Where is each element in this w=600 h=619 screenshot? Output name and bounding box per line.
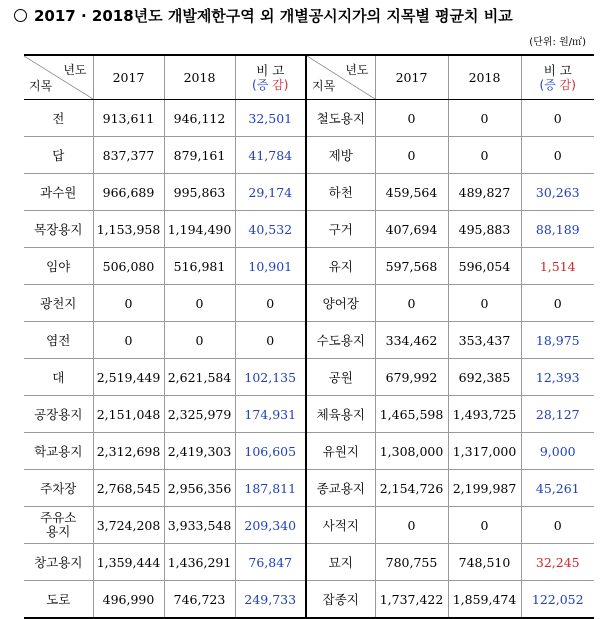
change-cell: 174,931: [235, 396, 306, 433]
value-2017-cell: 496,990: [93, 581, 164, 619]
header-diagonal-left: [24, 55, 93, 100]
change-cell: 41,784: [235, 137, 306, 174]
change-cell: 28,127: [521, 396, 594, 433]
header-year-label: 년도: [63, 63, 87, 77]
header-remark-left: [235, 55, 306, 100]
value-2018-cell: 3,933,548: [164, 507, 235, 544]
table-row: [24, 248, 594, 285]
category-cell: 체육용지: [306, 396, 375, 433]
value-2018-cell: 1,436,291: [164, 544, 235, 581]
change-cell: 12,393: [521, 359, 594, 396]
value-2017-cell: 2,154,726: [375, 470, 448, 507]
category-cell: 과수원: [24, 174, 93, 211]
category-cell: 창고용지: [24, 544, 93, 581]
value-2018-cell: 0: [448, 507, 521, 544]
category-cell: 철도용지: [306, 100, 375, 137]
category-cell: 도로: [24, 581, 93, 619]
change-cell: 1,514: [521, 248, 594, 285]
table-row: [24, 285, 594, 322]
circle-bullet-icon: [14, 9, 27, 22]
value-2018-cell: 0: [448, 285, 521, 322]
value-2017-cell: 0: [375, 507, 448, 544]
category-cell: 학교용지: [24, 433, 93, 470]
page-title: [14, 4, 513, 28]
header-category-label: 지목: [29, 79, 53, 93]
change-cell: 29,174: [235, 174, 306, 211]
value-2018-cell: 692,385: [448, 359, 521, 396]
change-note: (증 감): [539, 77, 576, 92]
value-2018-cell: 946,112: [164, 100, 235, 137]
table-row: [24, 581, 594, 619]
value-2017-cell: 2,519,449: [93, 359, 164, 396]
value-2017-cell: 1,465,598: [375, 396, 448, 433]
value-2018-cell: 0: [164, 285, 235, 322]
category-cell: 주차장: [24, 470, 93, 507]
change-cell: 122,052: [521, 581, 594, 619]
value-2017-cell: 334,462: [375, 322, 448, 359]
change-cell: 45,261: [521, 470, 594, 507]
value-2017-cell: 2,151,048: [93, 396, 164, 433]
change-cell: 0: [521, 100, 594, 137]
value-2018-cell: 353,437: [448, 322, 521, 359]
table-row: [24, 507, 594, 544]
value-2017-cell: 780,755: [375, 544, 448, 581]
value-2017-cell: 966,689: [93, 174, 164, 211]
header-diagonal-right: [306, 55, 375, 100]
value-2018-cell: 879,161: [164, 137, 235, 174]
header-category-label: 지목: [312, 79, 336, 93]
value-2017-cell: 2,312,698: [93, 433, 164, 470]
value-2018-cell: 1,317,000: [448, 433, 521, 470]
value-2017-cell: 0: [93, 322, 164, 359]
value-2018-cell: 2,199,987: [448, 470, 521, 507]
remark-title: 비 고: [256, 62, 285, 78]
change-cell: 10,901: [235, 248, 306, 285]
table-row: [24, 544, 594, 581]
table-row: [24, 211, 594, 248]
value-2018-cell: 0: [448, 137, 521, 174]
value-2018-cell: 748,510: [448, 544, 521, 581]
value-2017-cell: 0: [375, 100, 448, 137]
header-row: [24, 55, 594, 100]
category-cell: 수도용지: [306, 322, 375, 359]
remark-title: 비 고: [543, 62, 572, 78]
table-row: [24, 174, 594, 211]
table-row: [24, 359, 594, 396]
value-2017-cell: 459,564: [375, 174, 448, 211]
change-cell: 249,733: [235, 581, 306, 619]
change-cell: 0: [521, 285, 594, 322]
change-cell: 0: [235, 322, 306, 359]
change-cell: 187,811: [235, 470, 306, 507]
title-text: 2017 · 2018년도 개발제한구역 외 개별공시지가의 지목별 평균치 비교: [34, 7, 513, 25]
header-year-label: 년도: [345, 63, 369, 77]
table-row: [24, 322, 594, 359]
value-2017-cell: 2,768,545: [93, 470, 164, 507]
value-2018-cell: 1,859,474: [448, 581, 521, 619]
category-cell: 목장용지: [24, 211, 93, 248]
category-cell: 종교용지: [306, 470, 375, 507]
change-note: (증 감): [252, 77, 289, 92]
category-cell: 하천: [306, 174, 375, 211]
change-cell: 0: [235, 285, 306, 322]
value-2017-cell: 1,153,958: [93, 211, 164, 248]
category-cell: 묘지: [306, 544, 375, 581]
land-price-table: [24, 54, 594, 619]
category-cell: 양어장: [306, 285, 375, 322]
value-2017-cell: 597,568: [375, 248, 448, 285]
value-2018-cell: 1,194,490: [164, 211, 235, 248]
value-2017-cell: 913,611: [93, 100, 164, 137]
change-cell: 76,847: [235, 544, 306, 581]
category-cell: 전: [24, 100, 93, 137]
value-2018-cell: 2,621,584: [164, 359, 235, 396]
table-body: [24, 100, 594, 619]
value-2018-cell: 2,956,356: [164, 470, 235, 507]
change-cell: 32,245: [521, 544, 594, 581]
change-cell: 106,605: [235, 433, 306, 470]
category-cell: 잡종지: [306, 581, 375, 619]
value-2018-cell: 2,325,979: [164, 396, 235, 433]
change-cell: 32,501: [235, 100, 306, 137]
table-row: [24, 396, 594, 433]
value-2017-cell: 506,080: [93, 248, 164, 285]
value-2017-cell: 0: [375, 137, 448, 174]
header-2018-right: 2018: [448, 55, 521, 100]
change-cell: 30,263: [521, 174, 594, 211]
value-2018-cell: 495,883: [448, 211, 521, 248]
value-2017-cell: 3,724,208: [93, 507, 164, 544]
header-remark-right: [521, 55, 594, 100]
change-cell: 209,340: [235, 507, 306, 544]
value-2017-cell: 0: [93, 285, 164, 322]
table-row: [24, 100, 594, 137]
value-2017-cell: 1,737,422: [375, 581, 448, 619]
value-2017-cell: 1,359,444: [93, 544, 164, 581]
value-2018-cell: 0: [448, 100, 521, 137]
category-cell: 주유소 용지: [24, 507, 93, 544]
category-cell: 대: [24, 359, 93, 396]
category-cell: 유지: [306, 248, 375, 285]
value-2018-cell: 995,863: [164, 174, 235, 211]
change-cell: 40,532: [235, 211, 306, 248]
category-cell: 사적지: [306, 507, 375, 544]
header-2017-right: 2017: [375, 55, 448, 100]
category-cell: 공원: [306, 359, 375, 396]
change-cell: 18,975: [521, 322, 594, 359]
table-row: [24, 433, 594, 470]
value-2017-cell: 1,308,000: [375, 433, 448, 470]
value-2017-cell: 407,694: [375, 211, 448, 248]
table-row: [24, 137, 594, 174]
value-2017-cell: 0: [375, 285, 448, 322]
change-cell: 0: [521, 507, 594, 544]
value-2017-cell: 679,992: [375, 359, 448, 396]
value-2018-cell: 0: [164, 322, 235, 359]
value-2018-cell: 2,419,303: [164, 433, 235, 470]
value-2018-cell: 489,827: [448, 174, 521, 211]
value-2018-cell: 516,981: [164, 248, 235, 285]
category-cell: 답: [24, 137, 93, 174]
category-cell: 유원지: [306, 433, 375, 470]
table-row: [24, 470, 594, 507]
category-cell: 공장용지: [24, 396, 93, 433]
change-cell: 88,189: [521, 211, 594, 248]
category-cell: 임야: [24, 248, 93, 285]
header-2017-left: 2017: [93, 55, 164, 100]
category-cell: 염전: [24, 322, 93, 359]
category-cell: 광천지: [24, 285, 93, 322]
value-2018-cell: 596,054: [448, 248, 521, 285]
header-2018-left: 2018: [164, 55, 235, 100]
value-2017-cell: 837,377: [93, 137, 164, 174]
value-2018-cell: 1,493,725: [448, 396, 521, 433]
change-cell: 102,135: [235, 359, 306, 396]
category-cell: 구거: [306, 211, 375, 248]
value-2018-cell: 746,723: [164, 581, 235, 619]
change-cell: 9,000: [521, 433, 594, 470]
category-cell: 제방: [306, 137, 375, 174]
change-cell: 0: [521, 137, 594, 174]
unit-label: (단위: 원/㎡): [529, 37, 586, 48]
